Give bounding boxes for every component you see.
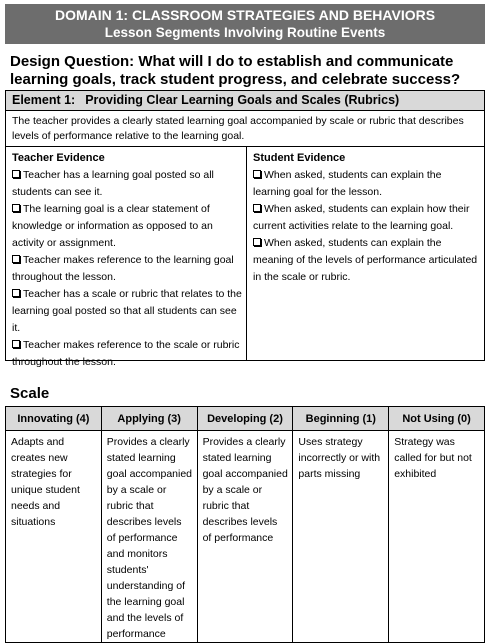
checkbox-icon[interactable] [253,238,261,246]
evidence-text: When asked, students can explain how their current activities relate to the learning goal. [253,203,470,232]
domain-banner [5,4,485,44]
element-header [6,91,484,111]
element-description: The teacher provides a clearly stated learning goal accompanied by scale or rubric that describes levels of performance relative to the learning goal. [6,111,484,147]
student-evidence-item [253,167,480,201]
scale-cell-applying: Provides a clearly stated learning goal accompanied by a scale or rubric that describes levels of performance and monitors students' understanding of the learning goal and the levels of performance [101,431,197,643]
checkbox-icon[interactable] [12,255,20,263]
checkbox-icon[interactable] [253,204,261,212]
design-question: Design Question: What will I do to establish and communicate learning goals, track student progress, and celebrate success? [10,53,461,88]
element-title: Providing Clear Learning Goals and Scales (Rubrics) [85,93,400,107]
checkbox-icon[interactable] [253,170,261,178]
scale-body-row [6,431,485,643]
domain-subtitle: Lesson Segments Involving Routine Events [104,25,386,40]
checkbox-icon[interactable] [12,204,20,212]
teacher-evidence-heading: Teacher Evidence [12,152,105,164]
student-evidence-column [247,147,484,360]
student-evidence-item [253,201,480,235]
evidence-text: The learning goal is a clear statement of knowledge or information as opposed to an activity or assignment. [12,203,213,249]
teacher-evidence-column [6,147,247,368]
scale-table [5,406,485,643]
teacher-evidence-item [12,201,242,252]
scale-cell-developing: Provides a clearly stated learning goal accompanied by a scale or rubric that describes levels of performance [197,431,293,643]
element-label: Element 1: [12,93,76,107]
teacher-evidence-item [12,337,242,371]
checkbox-icon[interactable] [12,170,20,178]
evidence-text: Teacher makes reference to the scale or rubric throughout the lesson. [12,339,240,368]
scale-header-row [6,407,485,431]
evidence-text: Teacher has a learning goal posted so all students can see it. [12,169,214,198]
scale-header-beginning: Beginning (1) [293,407,389,431]
scale-header-not-using: Not Using (0) [389,407,485,431]
scale-header-developing: Developing (2) [197,407,293,431]
scale-cell-not-using: Strategy was called for but not exhibited [389,431,485,643]
evidence-grid [6,147,484,368]
scale-heading: Scale [10,385,50,402]
domain-title: DOMAIN 1: CLASSROOM STRATEGIES AND BEHAVIORS [54,7,436,23]
scale-header-innovating: Innovating (4) [6,407,102,431]
student-evidence-item [253,235,480,286]
evidence-text: When asked, students can explain the meaning of the levels of performance articulated in the scale or rubric. [253,237,478,283]
scale-cell-innovating: Adapts and creates new strategies for unique student needs and situations [6,431,102,643]
scale-header-applying: Applying (3) [101,407,197,431]
teacher-evidence-item [12,252,242,286]
checkbox-icon[interactable] [12,289,20,297]
evidence-text: When asked, students can explain the learning goal for the lesson. [253,169,442,198]
teacher-evidence-item [12,286,242,337]
element-section [5,90,485,368]
checkbox-icon[interactable] [12,340,20,348]
teacher-evidence-item [12,167,242,201]
evidence-text: Teacher makes reference to the learning goal throughout the lesson. [12,254,234,283]
student-evidence-heading: Student Evidence [253,152,346,164]
scale-cell-beginning: Uses strategy incorrectly or with parts missing [293,431,389,643]
evidence-text: Teacher has a scale or rubric that relates to the learning goal posted so that all students can see it. [12,288,242,334]
